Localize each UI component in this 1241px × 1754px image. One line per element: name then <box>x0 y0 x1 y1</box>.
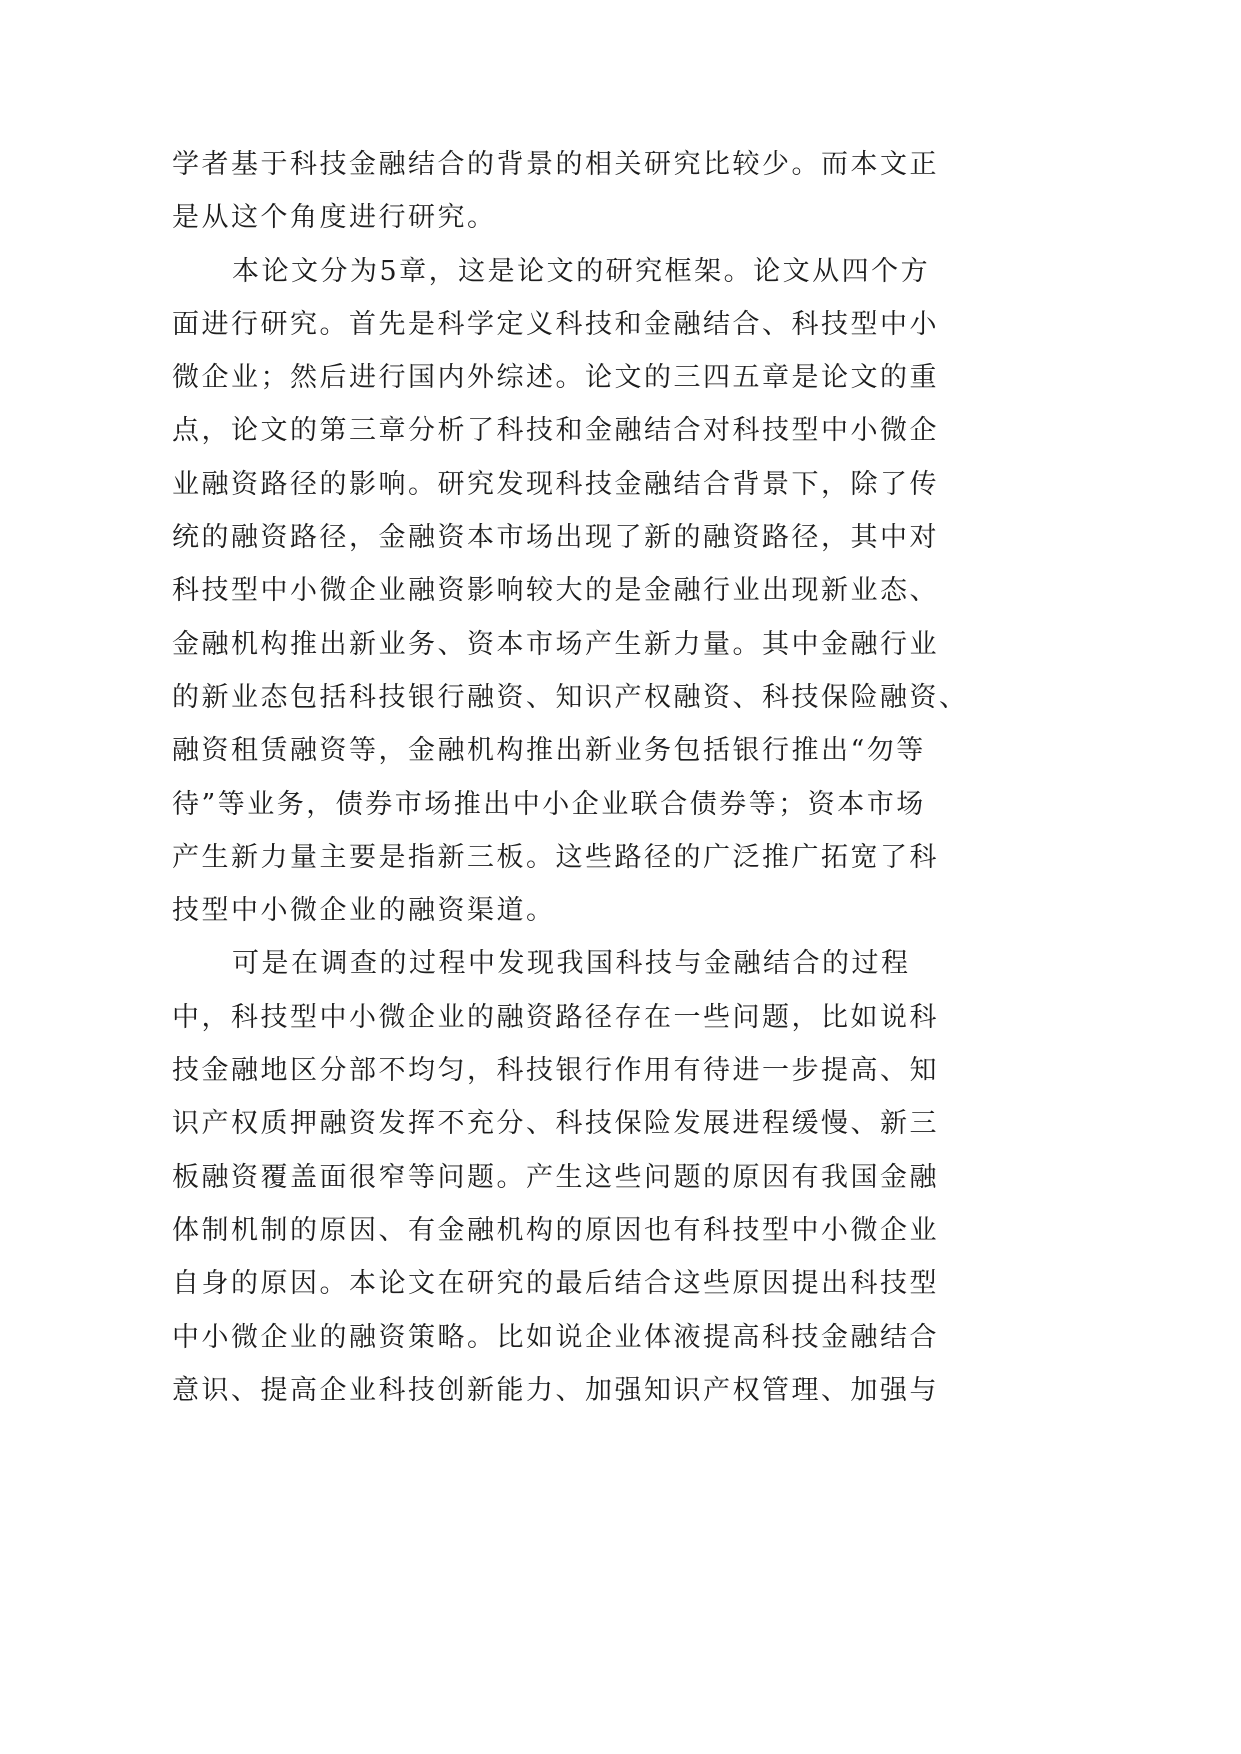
text-line: 学者基于科技金融结合的背景的相关研究比较少。而本文正 <box>172 149 939 180</box>
text-line: 融资租赁融资等，金融机构推出新业务包括银行推出“勿等 <box>172 735 926 767</box>
text-line: 待”等业务，债券市场推出中小企业联合债券等；资本市场 <box>172 788 926 820</box>
text-line: 是从这个角度进行研究。 <box>172 202 497 234</box>
text-line: 中小微企业的融资策略。比如说企业体液提高科技金融结合 <box>172 1321 939 1353</box>
text-line: 的新业态包括科技银行融资、知识产权融资、科技保险融资、 <box>172 681 969 713</box>
paragraph <box>172 937 969 1417</box>
text-line: 点，论文的第三章分析了科技和金融结合对科技型中小微企 <box>172 415 939 447</box>
text-line: 识产权质押融资发挥不充分、科技保险发展进程缓慢、新三 <box>172 1108 939 1140</box>
text-line: 体制机制的原因、有金融机构的原因也有科技型中小微企业 <box>172 1214 939 1246</box>
text-line: 面进行研究。首先是科学定义科技和金融结合、科技型中小 <box>172 308 939 340</box>
paragraph <box>172 245 969 938</box>
text-line: 科技型中小微企业融资影响较大的是金融行业出现新业态、 <box>172 575 939 607</box>
text-line: 业融资路径的影响。研究发现科技金融结合背景下，除了传 <box>172 468 939 500</box>
text-line: 可是在调查的过程中发现我国科技与金融结合的过程 <box>232 948 911 980</box>
text-line: 自身的原因。本论文在研究的最后结合这些原因提出科技型 <box>172 1268 939 1300</box>
text-line: 本论文分为5章，这是论文的研究框架。论文从四个方 <box>232 255 931 287</box>
text-line: 金融机构推出新业务、资本市场产生新力量。其中金融行业 <box>172 628 939 660</box>
text-line: 微企业；然后进行国内外综述。论文的三四五章是论文的重 <box>172 362 939 394</box>
paragraph <box>172 138 969 245</box>
text-line: 技型中小微企业的融资渠道。 <box>172 895 556 927</box>
text-line: 意识、提高企业科技创新能力、加强知识产权管理、加强与 <box>172 1374 939 1406</box>
text-line: 技金融地区分部不均匀，科技银行作用有待进一步提高、知 <box>172 1055 939 1087</box>
text-line: 统的融资路径，金融资本市场出现了新的融资路径，其中对 <box>172 522 939 554</box>
text-line: 中，科技型中小微企业的融资路径存在一些问题，比如说科 <box>172 1001 939 1033</box>
document-page <box>172 138 969 1417</box>
text-line: 产生新力量主要是指新三板。这些路径的广泛推广拓宽了科 <box>172 841 939 873</box>
text-line: 板融资覆盖面很窄等问题。产生这些问题的原因有我国金融 <box>172 1161 939 1193</box>
